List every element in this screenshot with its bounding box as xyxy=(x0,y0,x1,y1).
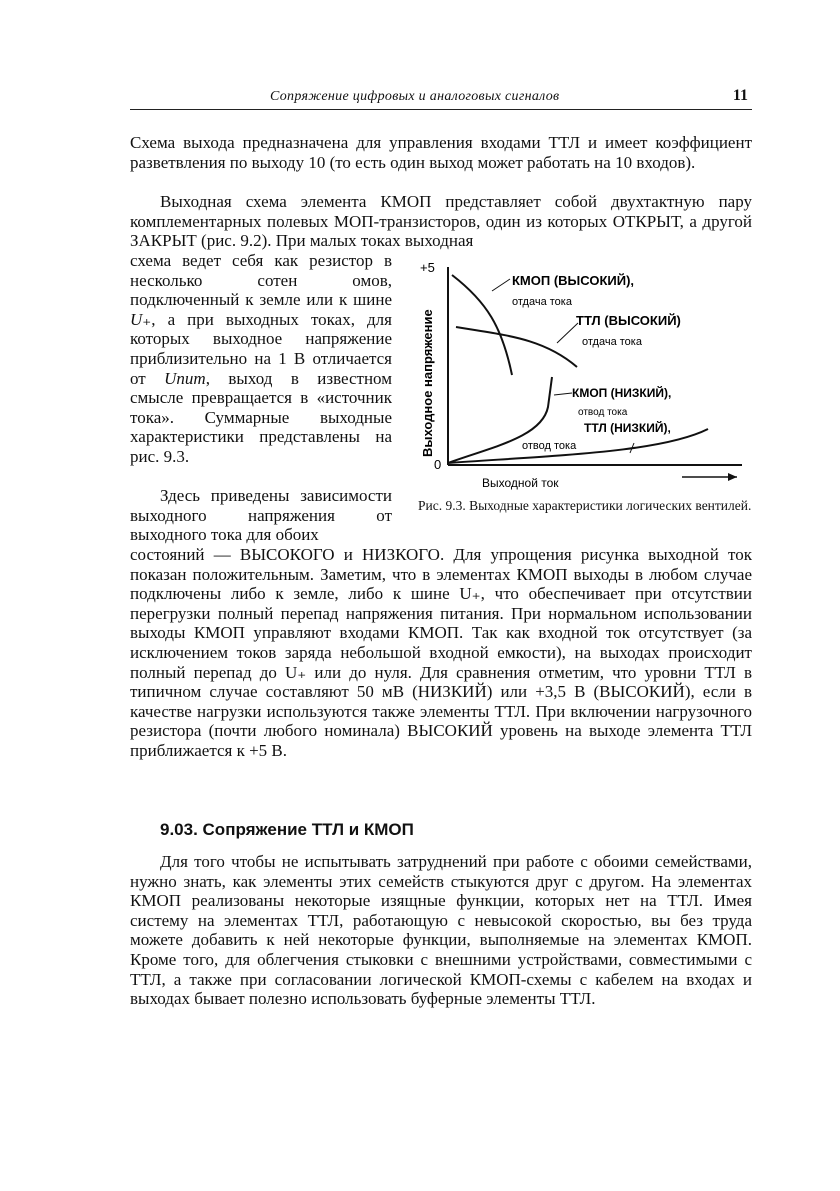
label-cmos-high-sub: отдача тока xyxy=(512,296,572,308)
paragraph-1: Схема выхода предназначена для управления входами ТТЛ и имеет коэффициент разветвления по выходу 10 (то есть один выход может работать на 10 входов). xyxy=(130,133,752,172)
u-plus-symbol: U₊ xyxy=(130,309,152,329)
section-heading: 9.03. Сопряжение ТТЛ и КМОП xyxy=(160,820,414,839)
figure-9-3 xyxy=(412,257,752,497)
section-paragraph: Для того чтобы не испытывать затруднений при работе с обоими семействами, нужно знать, как элементы этих семейств стыкуются друг с другом. На элементах КМОП реализованы некоторые изящные функции, которых нет на ТТЛ. Имея систему на элементах ТТЛ, работающую с невысокой скоростью, вы без труда можете добавить к ней некоторые функции, выполняемые на элементах КМОП. Кроме того, для облегчения стыковки с внешними устройствами, совместимыми с ТТЛ, а также при согласовании логической КМОП-схемы с кабелем на входах и выходах бывает полезно использовать буферные элементы ТТЛ. xyxy=(130,852,752,1009)
x-axis-label: Выходной ток xyxy=(482,476,559,490)
label-cmos-high: КМОП (ВЫСОКИЙ), xyxy=(512,273,635,288)
label-ttl-high-sub: отдача тока xyxy=(582,336,642,348)
y-axis-label: Выходное напряжение xyxy=(420,309,435,457)
label-ttl-high: ТТЛ (ВЫСОКИЙ) xyxy=(576,313,681,328)
paragraph-2-text-a: схема ведет себя как резистор в несколько сотен омов, подключенный к земле или к шине xyxy=(130,251,392,310)
label-cmos-low-sub: отвод тока xyxy=(578,407,628,418)
label-ttl-low: ТТЛ (НИЗКИЙ), xyxy=(584,421,671,435)
paragraph-3-continued: состояний — ВЫСОКОГО и НИЗКОГО. Для упрощения рисунка выходной ток показан положительным. Заметим, что в элементах КМОП выходы в любом случае подключены либо к земле, либо к шине U₊, что обеспечивает при отсутствии перегрузки полный перепад напряжения питания. При нормальном использовании выходы КМОП управляют входами КМОП. Так как входной ток отсутствует (за исключением токов заряда небольшой входной емкости), на выходах происходит полный перепад до U₊ или до нуля. Для сравнения отметим, что уровни ТТЛ в типичном случае составляют 50 мВ (НИЗКИЙ) или +3,5 В (ВЫСОКИЙ), если в качестве нагрузки используются также элементы ТТЛ. При включении нагрузочного резистора (почти любого номинала) ВЫСОКИЙ уровень на выходе элемента ТТЛ приближается к +5 В. xyxy=(130,545,752,760)
paragraph-2-full: Выходная схема элемента КМОП представляет собой двухтактную пару комплементарных полевых МОП-транзисторов, один из которых ОТКРЫТ, а другой ЗАКРЫТ (рис. 9.2). При малых токах выходная xyxy=(130,192,752,251)
paragraph-3-narrow: Здесь приведены зависимости выходного напряжения от выходного тока для обоих xyxy=(130,486,392,545)
paragraph-2-text-c: , выход в известном смысле превращается в «источник тока». Суммарные выходные характеристики представлены на рис. 9.3. xyxy=(130,368,392,466)
curve-ttl-high xyxy=(456,327,577,367)
figure-caption: Рис. 9.3. Выходные характеристики логических вентилей. xyxy=(418,498,752,513)
y-tick-top: +5 xyxy=(420,260,435,275)
u-pit-symbol: Uпит xyxy=(164,368,206,388)
leader-cmos-low xyxy=(554,393,572,395)
header-title: Сопряжение цифровых и аналоговых сигналов xyxy=(270,89,560,104)
label-ttl-low-sub: отвод тока xyxy=(522,440,577,452)
leader-cmos-high xyxy=(492,279,510,291)
leader-ttl-high xyxy=(557,323,578,343)
paragraph-2-narrow xyxy=(130,251,392,467)
running-header xyxy=(130,87,752,110)
page-number: 11 xyxy=(732,87,748,104)
curve-cmos-high xyxy=(452,275,512,375)
x-arrow-head xyxy=(728,473,737,481)
paragraph-2-text-b: , а при выходных токах, для которых выходное напряжение приблизительно на 1 В отличается от xyxy=(130,309,392,388)
y-tick-bottom: 0 xyxy=(434,457,442,472)
label-cmos-low: КМОП (НИЗКИЙ), xyxy=(572,386,672,400)
